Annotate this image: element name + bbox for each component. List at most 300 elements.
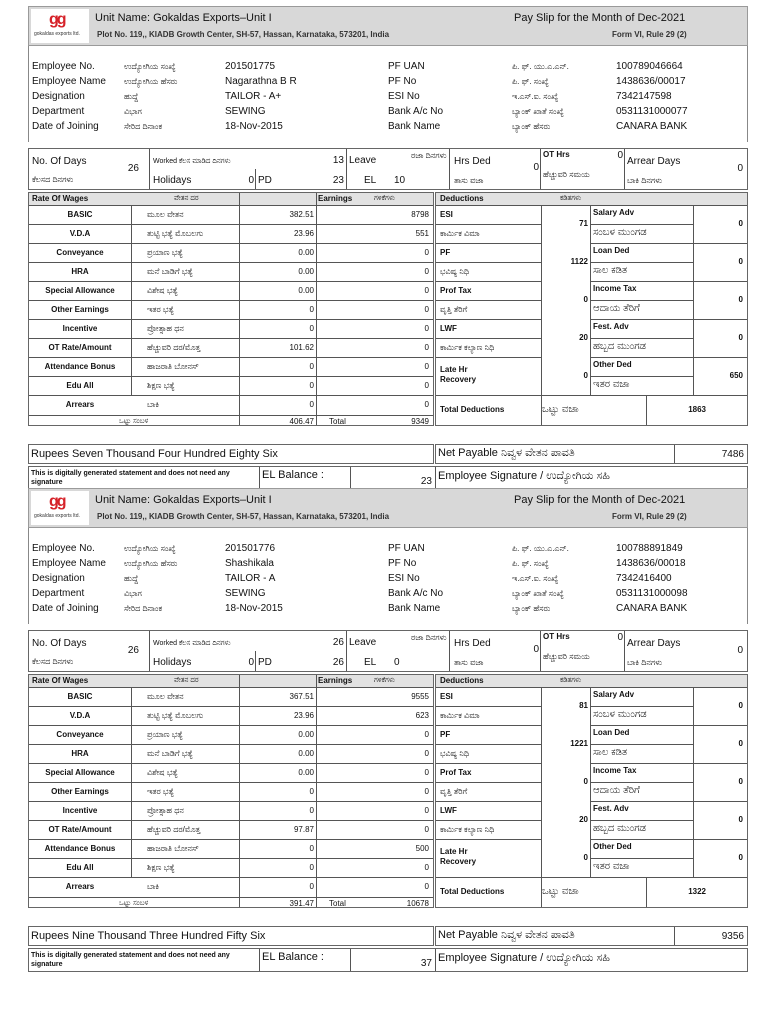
logo-text: gokaldas exports ltd. [34,513,80,519]
employee-no-label: Employee No. [32,543,95,554]
rate-total-value: 406.47 [289,417,314,426]
date-of-joining-label-kn: ಸೇರಿದ ದಿನಾಂಕ [124,122,163,131]
wage-row-label-kn: ಪ್ರೋತ್ಸಾಹ ಧನ [147,806,184,815]
date-of-joining-value: 18-Nov-2015 [225,603,283,614]
digital-note: This is digitally generated statement and does not need any signature [31,952,230,969]
earnings-header: Earnings [318,676,353,685]
deduction-right-label: Loan Ded [593,246,630,255]
deduction-label: ESI [440,210,453,219]
wage-row-earning: 0 [424,787,429,796]
hrs-ded-value: 0 [533,644,539,655]
department-label: Department [32,106,85,117]
slip-title: Pay Slip for the Month of Dec-2021 [514,12,686,24]
bank-ac-value: 0531131000098 [616,588,688,599]
wage-row-earning: 0 [424,362,429,371]
wage-row-label-kn: ಮನೆ ಬಾಡಿಗೆ ಭತ್ಯೆ [147,267,193,276]
ot-hrs-label: OT Hrs [543,632,570,641]
amount-in-words-row [28,926,434,946]
employee-no-value: 201501776 [225,543,276,554]
deduction-right-label: Fest. Adv [593,322,629,331]
wage-row-earning: 0 [424,381,429,390]
wage-row-label: Attendance Bonus [44,362,116,371]
deduction-value: 1122 [570,257,588,266]
deduction-label: Prof Tax [440,768,472,777]
esi-no-value: 7342416400 [616,573,672,584]
pf-no-label-kn: ಪಿ. ಫ್. ಸಂಖ್ಯೆ [512,559,549,568]
deduction-label-kn: ಕಾರ್ಮಿಕ ಕಲ್ಯಾಣ ನಿಧಿ [440,343,495,352]
earnings-total-value: 10678 [406,899,429,908]
el-value: 10 [394,175,406,186]
wage-row-earning: 0 [424,286,429,295]
wage-row-label: Other Earnings [51,787,109,796]
net-payable-row [435,926,748,946]
wage-row-label: Special Allowance [45,768,115,777]
wage-row-earning: 551 [415,229,429,238]
holidays-value: 0 [248,175,254,186]
department-value: SEWING [225,588,266,599]
wage-row-earning: 0 [424,248,429,257]
bank-name-label-kn: ಬ್ಯಾಂಕ್ ಹೆಸರು [512,122,551,131]
deduction-right-label-kn: ಸಾಲ ಕಡಿತ [593,747,628,758]
holidays-label: Holidays [153,175,192,186]
deduction-right-label-kn: ಆದಾಯ ತೆರಿಗೆ [593,785,640,796]
wage-row-label-kn: ಇತರ ಭತ್ಯೆ [147,305,175,314]
deductions-table [435,674,748,908]
employee-name-label: Employee Name [32,76,106,87]
wage-row-label: Edu All [66,381,94,390]
employee-name-label-kn: ಉದ್ಯೋಗಿಯ ಹೆಸರು [124,559,178,568]
date-of-joining-label: Date of Joining [32,603,99,614]
wage-row-label: V.D.A [69,229,91,238]
deduction-label: PF [440,730,451,739]
deduction-label: ESI [440,692,453,701]
wage-row-rate: 0 [309,806,314,815]
wage-row-rate: 0 [309,324,314,333]
deduction-label-kn: ಭವಿಷ್ಯ ನಿಧಿ [440,749,470,758]
deduction-right-value: 0 [738,219,743,228]
leave-label-kn: ರಜಾ ದಿನಗಳು [411,633,447,642]
employee-no-label-kn: ಉದ್ಯೋಗಿಯ ಸಂಖ್ಯೆ [124,544,176,553]
rate-total-label-kn: ಒಟ್ಟು ಸಂಬಳ [119,900,149,907]
department-value: SEWING [225,106,266,117]
deduction-right-label: Loan Ded [593,728,630,737]
deduction-label-kn: ವೃತ್ತಿ ತೆರಿಗೆ [440,305,468,314]
employee-no-label: Employee No. [32,61,95,72]
wage-row-earning: 500 [415,844,429,853]
deduction-right-value: 0 [738,257,743,266]
total-deductions-label-kn: ಒಟ್ಟು ವಜಾ [542,886,579,897]
worked-label: Worked ಕೆಲಸ ಮಾಡಿದ ದಿನಗಳು [153,158,231,165]
deduction-right-value: 0 [738,777,743,786]
designation-label-kn: ಹುದ್ದೆ [124,574,139,583]
wage-row-rate: 0 [309,882,314,891]
company-logo [31,9,89,43]
deduction-right-label: Salary Adv [593,690,635,699]
deduction-right-value: 0 [738,701,743,710]
pf-no-label: PF No [388,558,417,569]
slip-header [28,6,748,46]
no-of-days-value: 26 [127,645,139,656]
amount-in-words: Rupees Seven Thousand Four Hundred Eighty Six [31,448,278,460]
wage-row-label-kn: ಹಾಜರಾತಿ ಬೋನಸ್ [147,362,199,371]
wage-row-rate: 382.51 [289,210,314,219]
date-of-joining-label: Date of Joining [32,121,99,132]
wage-row-label-kn: ಹಾಜರಾತಿ ಬೋನಸ್ [147,844,199,853]
net-payable-row [435,444,748,464]
el-balance-value: 23 [420,476,432,487]
wage-row-earning: 9555 [411,692,429,701]
deduction-right-label: Income Tax [593,766,637,775]
deduction-value: 0 [583,777,588,786]
wage-row-earning: 0 [424,324,429,333]
wage-row-label: Incentive [62,324,98,333]
esi-no-label: ESI No [388,573,420,584]
employee-name-label: Employee Name [32,558,106,569]
no-of-days-label-kn: ಕೆಲಸದ ದಿನಗಳು [32,657,74,666]
company-address: Plot No. 119,, KIADB Growth Center, SH-57, Hassan, Karnataka, 573201, India [97,512,390,521]
pf-no-label: PF No [388,76,417,87]
company-address: Plot No. 119,, KIADB Growth Center, SH-57, Hassan, Karnataka, 573201, India [97,30,390,39]
deduction-right-label-kn: ಇತರ ವಜಾ [593,861,630,872]
deduction-right-value: 650 [729,371,743,380]
wage-row-label: Conveyance [56,730,104,739]
bank-ac-label-kn: ಬ್ಯಾಂಕ್ ಖಾತೆ ಸಂಖ್ಯೆ [512,589,564,598]
total-deductions-label: Total Deductions [440,887,505,896]
wage-row-label: Other Earnings [51,305,109,314]
net-payable-label: Net Payable ನಿವ್ವಳ ವೇತನ ಪಾವತಿ [438,447,575,459]
deduction-right-label: Salary Adv [593,208,635,217]
el-balance-label: EL Balance : [262,469,324,481]
earnings-header-kn: ಗಳಿಕೆಗಳು [374,195,395,202]
pf-uan-value: 100789046664 [616,61,683,72]
esi-no-label: ESI No [388,91,420,102]
ot-hrs-label-kn: ಹೆಚ್ಚುವರಿ ಸಮಯ [543,170,590,179]
deductions-header-kn: ಕಡಿತಗಳು [560,677,582,684]
wage-row-rate: 0 [309,381,314,390]
earnings-header: Earnings [318,194,353,203]
department-label-kn: ವಿಭಾಗ [124,107,142,116]
wage-row-label: OT Rate/Amount [48,343,112,352]
no-of-days-label-kn: ಕೆಲಸದ ದಿನಗಳು [32,175,74,184]
pf-no-label-kn: ಪಿ. ಫ್. ಸಂಖ್ಯೆ [512,77,549,86]
esi-no-value: 7342147598 [616,91,672,102]
deduction-right-label-kn: ಸಂಬಳ ಮುಂಗಡ [593,227,647,238]
deduction-value: 0 [583,371,588,380]
deduction-right-label-kn: ಸಂಬಳ ಮುಂಗಡ [593,709,647,720]
wage-row-label-kn: ಶಿಕ್ಷಣ ಭತ್ಯೆ [147,863,175,872]
footer-row [28,948,748,972]
esi-no-label-kn: ಇ.ಎಸ್.ಐ. ಸಂಖ್ಯೆ [512,92,559,101]
attendance-row [28,148,748,190]
wage-row-label-kn: ತುಟ್ಟಿ ಭತ್ಯೆ ಮೊಬಲಗು [147,711,204,720]
rate-total-value: 391.47 [289,899,314,908]
pf-no-value: 1438636/00018 [616,558,686,569]
deduction-label: Late Hr Recovery [440,365,477,385]
total-deductions-label: Total Deductions [440,405,505,414]
wage-row-rate: 0.00 [298,768,314,777]
arrear-days-label-kn: ಬಾಕಿ ದಿನಗಳು [627,658,663,667]
wage-row-label: OT Rate/Amount [48,825,112,834]
bank-name-value: CANARA BANK [616,603,688,614]
wage-row-earning: 8798 [411,210,429,219]
wage-row-earning: 0 [424,768,429,777]
department-label-kn: ವಿಭಾಗ [124,589,142,598]
arrear-days-value: 0 [737,163,743,174]
bank-ac-label-kn: ಬ್ಯಾಂಕ್ ಖಾತೆ ಸಂಖ್ಯೆ [512,107,564,116]
company-logo [31,491,89,525]
attendance-row [28,630,748,672]
bank-name-value: CANARA BANK [616,121,688,132]
form-reference: Form VI, Rule 29 (2) [612,30,687,39]
hrs-ded-value: 0 [533,162,539,173]
designation-label-kn: ಹುದ್ದೆ [124,92,139,101]
net-payable-label: Net Payable ನಿವ್ವಳ ವೇತನ ಪಾವತಿ [438,929,575,941]
wage-row-label: Arrears [65,400,95,409]
wage-row-label: Edu All [66,863,94,872]
deduction-label: PF [440,248,451,257]
rate-of-wages-header: Rate Of Wages [32,676,89,685]
el-value: 0 [394,657,400,668]
employee-signature-label: Employee Signature / ಉದ್ಯೋಗಿಯ ಸಹಿ [438,952,610,964]
pf-no-value: 1438636/00017 [616,76,686,87]
wage-row-rate: 0.00 [298,286,314,295]
logo-mark: gg [49,493,65,510]
deduction-right-label: Income Tax [593,284,637,293]
deduction-right-value: 0 [738,815,743,824]
wage-row-earning: 0 [424,825,429,834]
ot-hrs-value: 0 [617,632,623,643]
wage-row-earning: 0 [424,343,429,352]
slip-header [28,488,748,528]
wage-row-label-kn: ಮೂಲ ವೇತನ [147,210,184,219]
deduction-value: 1221 [570,739,588,748]
ot-hrs-label: OT Hrs [543,150,570,159]
pd-label: PD [258,657,272,668]
arrear-days-label: Arrear Days [627,638,681,649]
ot-hrs-value: 0 [617,150,623,161]
worked-label: Worked ಕೆಲಸ ಮಾಡಿದ ದಿನಗಳು [153,640,231,647]
bank-name-label: Bank Name [388,121,441,132]
deduction-right-label-kn: ಆದಾಯ ತೆರಿಗೆ [593,303,640,314]
el-balance-label: EL Balance : [262,951,324,963]
wage-row-label-kn: ಪ್ರೋತ್ಸಾಹ ಧನ [147,324,184,333]
wage-row-label-kn: ತುಟ್ಟಿ ಭತ್ಯೆ ಮೊಬಲಗು [147,229,204,238]
no-of-days-label: No. Of Days [32,638,87,649]
wage-row-label-kn: ವಿಶೇಷ ಭತ್ಯೆ [147,768,178,777]
wage-row-earning: 0 [424,863,429,872]
wage-row-earning: 0 [424,400,429,409]
wage-row-label: Incentive [62,806,98,815]
wage-row-rate: 0 [309,362,314,371]
pf-uan-label-kn: ಪಿ. ಫ್. ಯು.ಎ.ಎನ್. [512,62,569,71]
pd-label: PD [258,175,272,186]
rate-of-wages-header-kn: ವೇತನ ದರ [174,195,199,202]
wage-row-rate: 101.62 [289,343,314,352]
wage-row-rate: 97.87 [293,825,314,834]
net-payable-value: 9356 [721,931,744,942]
wage-row-rate: 0.00 [298,267,314,276]
employee-name-value: Shashikala [225,558,274,569]
employee-info [28,528,748,624]
footer-row [28,466,748,490]
wage-row-rate: 23.96 [293,711,314,720]
earnings-table [28,192,434,426]
deduction-label: LWF [440,806,457,815]
digital-note: This is digitally generated statement and does not need any signature [31,470,230,487]
hrs-ded-label: Hrs Ded [454,156,491,167]
wage-row-label: HRA [71,267,89,276]
employee-info [28,46,748,142]
wage-row-label-kn: ವಿಶೇಷ ಭತ್ಯೆ [147,286,178,295]
wage-row-label-kn: ಬಾಕಿ [147,882,160,891]
pf-uan-label: PF UAN [388,543,425,554]
bank-ac-value: 0531131000077 [616,106,688,117]
deduction-right-label: Fest. Adv [593,804,629,813]
pf-uan-value: 100788891849 [616,543,683,554]
unit-name: Unit Name: Gokaldas Exports–Unit I [95,494,272,506]
wage-row-label-kn: ಪ್ರಯಾಣ ಭತ್ಯೆ [147,248,183,257]
amount-in-words: Rupees Nine Thousand Three Hundred Fifty Six [31,930,266,942]
el-label: EL [364,657,377,668]
wage-row-rate: 0.00 [298,749,314,758]
wage-row-earning: 0 [424,305,429,314]
wage-row-rate: 23.96 [293,229,314,238]
holidays-label: Holidays [153,657,192,668]
deductions-header: Deductions [440,676,484,685]
deduction-right-value: 0 [738,739,743,748]
wage-row-earning: 0 [424,730,429,739]
designation-value: TAILOR - A+ [225,91,282,102]
ot-hrs-label-kn: ಹೆಚ್ಚುವರಿ ಸಮಯ [543,652,590,661]
employee-name-value: Nagarathna B R [225,76,297,87]
worked-value: 13 [332,155,344,166]
wage-row-label-kn: ಪ್ರಯಾಣ ಭತ್ಯೆ [147,730,183,739]
wage-row-earning: 0 [424,749,429,758]
wage-row-earning: 0 [424,267,429,276]
deduction-right-label-kn: ಹಬ್ಬದ ಮುಂಗಡ [593,823,646,834]
wage-row-rate: 0 [309,400,314,409]
pay-slip-1 [28,6,748,490]
deduction-label-kn: ಭವಿಷ್ಯ ನಿಧಿ [440,267,470,276]
deduction-label-kn: ಕಾರ್ಮಿಕ ವಿಮಾ [440,711,480,720]
wage-row-rate: 0 [309,863,314,872]
rate-of-wages-header: Rate Of Wages [32,194,89,203]
deduction-value: 71 [579,219,588,228]
wage-row-earning: 623 [415,711,429,720]
slip-title: Pay Slip for the Month of Dec-2021 [514,494,686,506]
esi-no-label-kn: ಇ.ಎಸ್.ಐ. ಸಂಖ್ಯೆ [512,574,559,583]
leave-label: Leave [349,637,377,648]
no-of-days-label: No. Of Days [32,156,87,167]
deduction-value: 81 [579,701,588,710]
total-deductions-label-kn: ಒಟ್ಟು ವಜಾ [542,404,579,415]
no-of-days-value: 26 [127,163,139,174]
wage-row-rate: 0 [309,844,314,853]
deduction-right-label-kn: ಹಬ್ಬದ ಮುಂಗಡ [593,341,646,352]
el-balance-value: 37 [420,958,432,969]
deduction-label: Prof Tax [440,286,472,295]
date-of-joining-label-kn: ಸೇರಿದ ದಿನಾಂಕ [124,604,163,613]
net-payable-value: 7486 [721,449,744,460]
hrs-ded-label-kn: ತಾಸು ವಜಾ [454,176,484,185]
wage-row-rate: 0.00 [298,248,314,257]
wage-row-rate: 0 [309,305,314,314]
deduction-label-kn: ಕಾರ್ಮಿಕ ವಿಮಾ [440,229,480,238]
wage-row-label-kn: ಮೂಲ ವೇತನ [147,692,184,701]
deduction-label-kn: ಕಾರ್ಮಿಕ ಕಲ್ಯಾಣ ನಿಧಿ [440,825,495,834]
deduction-right-value: 0 [738,853,743,862]
arrear-days-value: 0 [737,645,743,656]
wage-row-label-kn: ಹೆಚ್ಚುವರಿ ದರ/ಮೊತ್ತ [147,825,201,834]
deduction-value: 0 [583,853,588,862]
deduction-value: 20 [579,333,588,342]
pf-uan-label: PF UAN [388,61,425,72]
earnings-total-value: 9349 [411,417,429,426]
total-deductions-value: 1863 [688,405,706,414]
department-label: Department [32,588,85,599]
wage-row-rate: 0 [309,787,314,796]
deduction-label: LWF [440,324,457,333]
pf-uan-label-kn: ಪಿ. ಫ್. ಯು.ಎ.ಎನ್. [512,544,569,553]
employee-signature-label: Employee Signature / ಉದ್ಯೋಗಿಯ ಸಹಿ [438,470,610,482]
deductions-header-kn: ಕಡಿತಗಳು [560,195,582,202]
arrear-days-label: Arrear Days [627,156,681,167]
wage-row-label: HRA [71,749,89,758]
designation-label: Designation [32,91,85,102]
worked-value: 26 [332,637,344,648]
designation-value: TAILOR - A [225,573,276,584]
el-label: EL [364,175,377,186]
wage-row-label: BASIC [67,210,93,219]
deduction-right-value: 0 [738,295,743,304]
deduction-right-value: 0 [738,333,743,342]
deductions-table [435,192,748,426]
wage-row-label-kn: ಮನೆ ಬಾಡಿಗೆ ಭತ್ಯೆ [147,749,193,758]
wage-row-earning: 0 [424,882,429,891]
deductions-header: Deductions [440,194,484,203]
earnings-total-label: Total [329,417,346,426]
bank-ac-label: Bank A/c No [388,588,444,599]
deduction-right-label: Other Ded [593,360,632,369]
rate-of-wages-header-kn: ವೇತನ ದರ [174,677,199,684]
deduction-label: Late Hr Recovery [440,847,477,867]
pd-value: 23 [332,175,344,186]
hrs-ded-label: Hrs Ded [454,638,491,649]
pay-slip-2 [28,488,748,972]
bank-name-label-kn: ಬ್ಯಾಂಕ್ ಹೆಸರು [512,604,551,613]
pd-value: 26 [332,657,344,668]
employee-name-label-kn: ಉದ್ಯೋಗಿಯ ಹೆಸರು [124,77,178,86]
logo-mark: gg [49,11,65,28]
wage-row-label: Special Allowance [45,286,115,295]
total-deductions-value: 1322 [688,887,706,896]
employee-no-label-kn: ಉದ್ಯೋಗಿಯ ಸಂಖ್ಯೆ [124,62,176,71]
deduction-label-kn: ವೃತ್ತಿ ತೆರಿಗೆ [440,787,468,796]
leave-label: Leave [349,155,377,166]
bank-name-label: Bank Name [388,603,441,614]
unit-name: Unit Name: Gokaldas Exports–Unit I [95,12,272,24]
wage-row-label-kn: ಬಾಕಿ [147,400,160,409]
wage-row-label: V.D.A [69,711,91,720]
earnings-header-kn: ಗಳಿಕೆಗಳು [374,677,395,684]
bank-ac-label: Bank A/c No [388,106,444,117]
wage-row-label: Conveyance [56,248,104,257]
deduction-right-label: Other Ded [593,842,632,851]
wage-row-earning: 0 [424,806,429,815]
wage-row-label: Arrears [65,882,95,891]
wage-row-label-kn: ಶಿಕ್ಷಣ ಭತ್ಯೆ [147,381,175,390]
leave-label-kn: ರಜಾ ದಿನಗಳು [411,151,447,160]
